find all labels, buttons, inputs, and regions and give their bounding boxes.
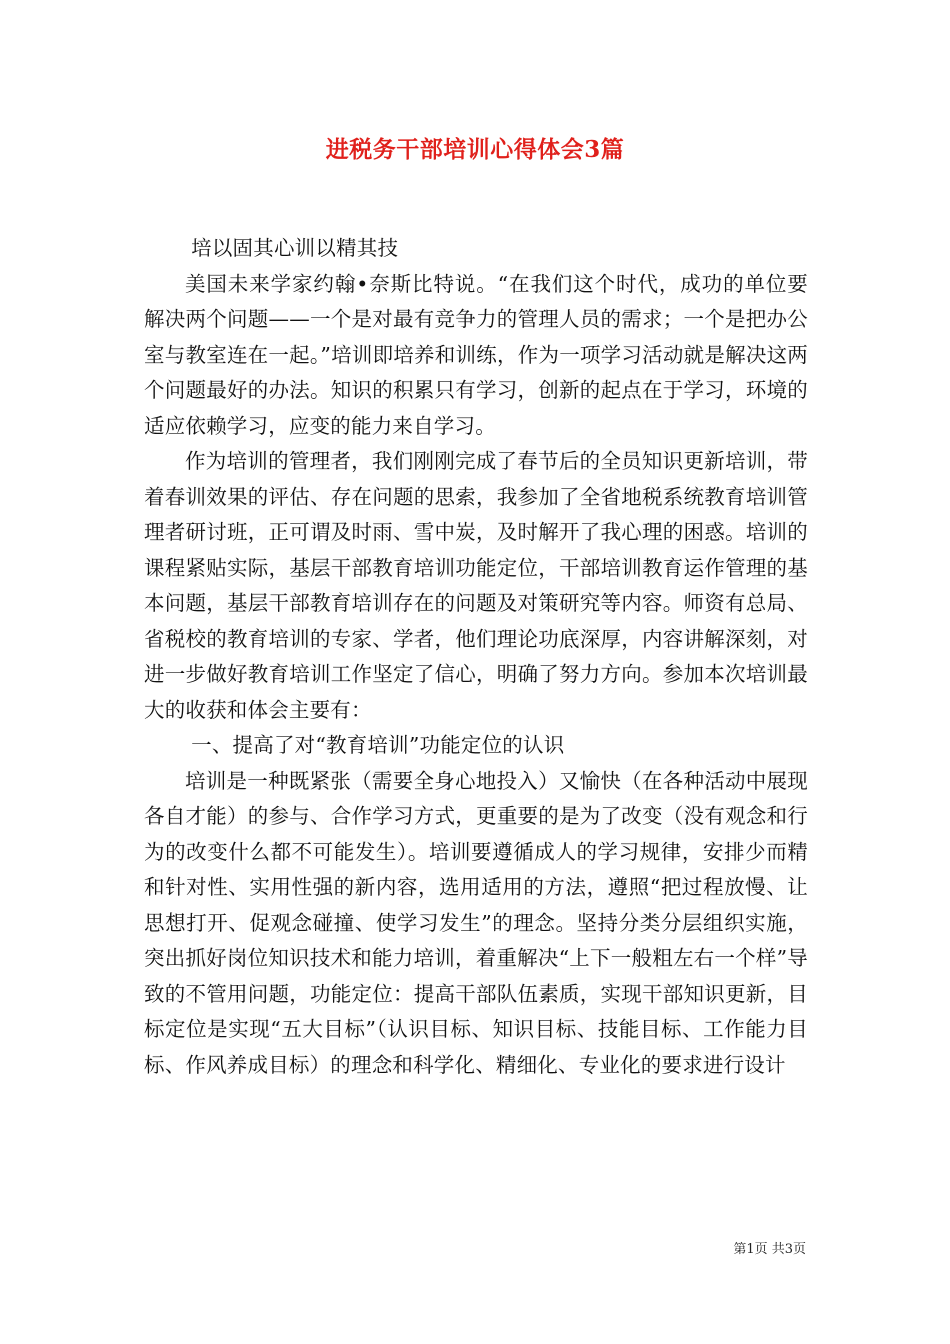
body-paragraph: 培训是一种既紧张（需要全身心地投入）又愉快（在各种活动中展现各自才能）的参与、合作学习方式，更重要的是为了改变（没有观念和行为的改变什么都不可能发生）。培训要遵循成人的学习规律，安排少而精和针对性、实用性强的新内容，选用适用的方法，遵照“把过程放慢、让思想打开、促观念碰撞、使学习发生”的理念。坚持分类分层组织实施，突出抓好岗位知识技术和能力培训，着重解决“上下一般粗左右一个样”导致的不管用问题，功能定位：提高干部队伍素质，实现干部知识更新，目标定位是实现“五大目标”（认识目标、知识目标、技能目标、工作能力目标、作风养成目标）的理念和科学化、精细化、专业化的要求进行设计 bbox=[144, 768, 808, 1077]
page-title: 进税务干部培训心得体会3篇 bbox=[325, 136, 625, 163]
page-number: 第1页 共3页 bbox=[733, 1242, 806, 1257]
section-heading: 一、提高了对“教育培训”功能定位的认识 bbox=[191, 733, 565, 757]
body-paragraph: 美国未来学家约翰•奈斯比特说。“在我们这个时代，成功的单位要解决两个问题——一个是对最有竞争力的管理人员的需求；一个是把办公室与教室连在一起。”培训即培养和训练，作为一项学习活动就是解决这两个问题最好的办法。知识的积累只有学习，创新的起点在于学习，环境的适应依赖学习，应变的能力来自学习。 bbox=[144, 271, 808, 438]
body-paragraph: 作为培训的管理者，我们刚刚完成了春节后的全员知识更新培训，带着春训效果的评估、存在问题的思索，我参加了全省地税系统教育培训管理者研讨班，正可谓及时雨、雪中炭，及时解开了我心理的困惑。培训的课程紧贴实际，基层干部教育培训功能定位，干部培训教育运作管理的基本问题，基层干部教育培训存在的问题及对策研究等内容。师资有总局、省税校的教育培训的专家、学者，他们理论功底深厚，内容讲解深刻，对进一步做好教育培训工作坚定了信心，明确了努力方向。参加本次培训最大的收获和体会主要有： bbox=[144, 449, 808, 722]
document-body bbox=[144, 231, 808, 1083]
section-heading: 培以固其心训以精其技 bbox=[191, 236, 399, 260]
